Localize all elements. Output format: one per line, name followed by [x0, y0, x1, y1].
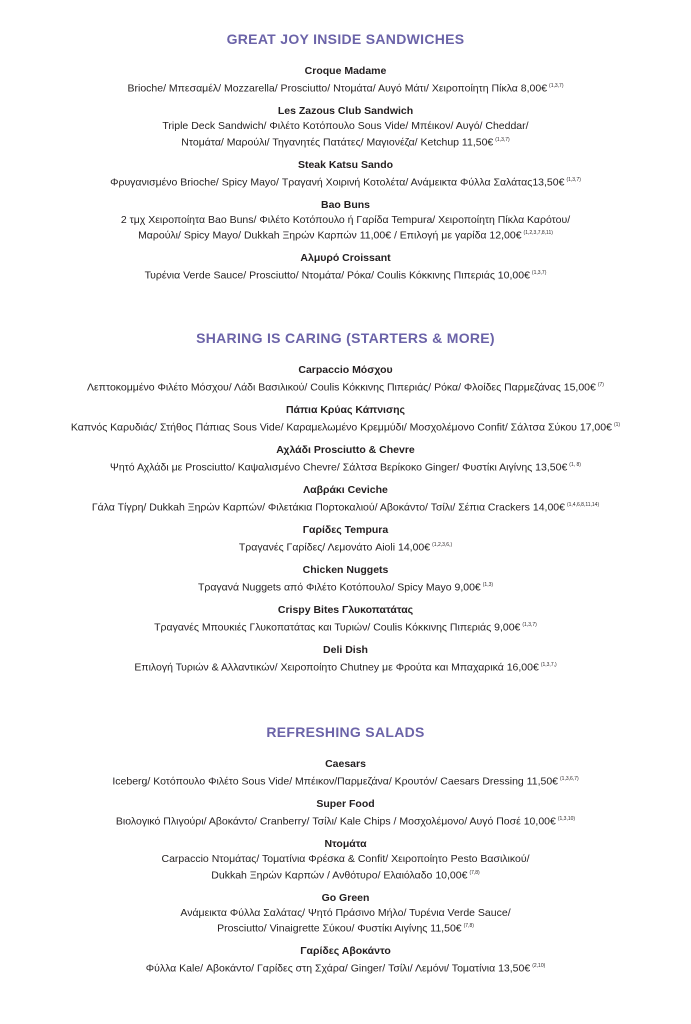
menu-item — [0, 758, 691, 789]
section-starters — [0, 330, 691, 684]
allergen-codes: (7) — [597, 382, 604, 388]
item-name: Crispy Bites Γλυκοπατάτας — [277, 604, 414, 616]
item-name: Ντομάτα — [324, 838, 367, 850]
allergen-codes: (2,10) — [532, 963, 546, 969]
allergen-codes: (1,3) — [482, 582, 494, 588]
item-description: Καπνός Καρυδιάς/ Στήθος Πάπιας Sous Vide/ Καραμελωμένο Κρεμμύδι/ Μοσχολέμονο Confit/ Σάλτσα Σύκου 17,00€ $^{(1)}$ — [70, 421, 621, 434]
item-description: Γάλα Τίγρη/ Dukkah Ξηρών Καρπών/ Φιλετάκια Πορτοκαλιού/ Αβοκάντο/ Τσίλι/ Σέπια Crackers 14,00€ $^{(1,4,6,8,11,14)}$ — [91, 501, 600, 514]
menu-item — [0, 798, 691, 829]
allergen-codes: (7,8) — [463, 923, 474, 929]
item-name: Bao Buns — [320, 198, 370, 211]
item-name: Deli Dish — [323, 644, 368, 656]
item-description: Iceberg/ Κοτόπουλο Φιλέτο Sous Vide/ Μπέικον/Παρμεζάνα/ Κρουτόν/ Caesars Dressing 11,50€ $^{(1,3,6,7)}$ — [112, 775, 579, 788]
menu-item — [0, 892, 691, 937]
allergen-codes: (1, 8) — [569, 462, 581, 468]
allergen-codes: (1,3,7,) — [540, 662, 557, 668]
item-description: Επιλογή Τυριών & Αλλαντικών/ Χειροποίητο Chutney με Φρούτα και Μπαχαρικά 16,00€ $^{(1,3,7,)}$ — [134, 661, 557, 674]
menu-item — [0, 404, 691, 435]
menu-item — [0, 199, 691, 244]
item-name: Γαρίδες Αβοκάντο — [300, 945, 391, 957]
allergen-codes: (1,3,6,7) — [560, 776, 579, 782]
menu-item — [0, 945, 691, 976]
allergen-codes: (7,8) — [469, 869, 480, 876]
item-name: Chicken Nuggets — [302, 564, 389, 576]
section-sandwiches — [0, 31, 691, 292]
menu-item — [0, 604, 691, 635]
menu-item — [0, 644, 691, 675]
item-description: Φύλλα Kale/ Αβοκάντο/ Γαρίδες στη Σχάρα/ Ginger/ Τσίλι/ Λεμόνι/ Τοματίνια 13,50€ $^{(2,10)}$ — [145, 962, 546, 975]
item-description: Carpaccio Ντομάτας/ Τοματίνια Φρέσκα & Confit/ Χειροποίητο Pesto Βασιλικού/ Dukkah Ξηρών Καρπών / Ανθότυρο/ Ελαιόλαδο 10,00€ $^{(7,8)}$ — [161, 853, 530, 881]
menu-item — [0, 838, 691, 883]
allergen-codes: (1,3,7) — [522, 622, 537, 628]
menu-item — [0, 564, 691, 595]
section-title: REFRESHING SALADS — [266, 724, 425, 740]
item-description: Βιολογικό Πλιγούρι/ Αβοκάντο/ Cranberry/ Τσίλι/ Kale Chips / Μοσχολέμονο/ Αυγό Ποσέ 10,00€ $^{(1,3,10)}$ — [115, 815, 576, 828]
allergen-codes: (1,3,7) — [495, 136, 510, 143]
section-salads — [0, 724, 691, 985]
allergen-codes: (1,3,10) — [557, 816, 576, 822]
allergen-codes: (1,3,7) — [531, 270, 547, 276]
item-name: Super Food — [316, 798, 375, 810]
allergen-codes: (1) — [613, 422, 621, 428]
item-description: Λεπτοκομμένο Φιλέτο Μόσχου/ Λάδι Βασιλικού/ Coulis Κόκκινης Πιπεριάς/ Ρόκα/ Φλοίδες Παρμεζάνας 15,00€ $^{(7)}$ — [87, 381, 604, 394]
item-description: Brioche/ Μπεσαμέλ/ Mozzarella/ Prosciutto/ Ντομάτα/ Αυγό Μάτι/ Χειροποίητη Πίκλα 8,00€ $^{(1,3,7)}$ — [127, 82, 564, 95]
item-description: Τραγανά Nuggets από Φιλέτο Κοτόπουλο/ Spicy Mayo 9,00€ $^{(1,3)}$ — [197, 581, 494, 594]
menu-item — [0, 444, 691, 475]
item-name: Les Zazous Club Sandwich — [277, 105, 414, 117]
item-description: Ανάμεικτα Φύλλα Σαλάτας/ Ψητό Πράσινο Μήλο/ Τυρένια Verde Sauce/ Prosciutto/ Vinaigrette Σύκου/ Φυστίκι Αιγίνης 11,50€ $^{(7,8)}$ — [180, 906, 511, 935]
section-title: SHARING IS CARING (STARTERS & MORE) — [196, 330, 495, 346]
item-name: Αλμυρό Croissant — [300, 252, 391, 264]
item-description: Τυρένια Verde Sauce/ Prosciutto/ Ντομάτα/ Ρόκα/ Coulis Κόκκινης Πιπεριάς 10,00€ $^{(1,3,7)}$ — [144, 269, 547, 282]
allergen-codes: (1,2,3,6,) — [432, 542, 453, 548]
allergen-codes: (1,4,6,8,11,14) — [566, 502, 600, 508]
menu-item — [0, 524, 691, 555]
item-description: Τραγανές Γαρίδες/ Λεμονάτο Aioli 14,00€ $^{(1,2,3,6,)}$ — [238, 541, 453, 554]
item-description: Triple Deck Sandwich/ Φιλέτο Κοτόπουλο Sous Vide/ Μπέικον/ Αυγό/ Cheddar/ Ντομάτα/ Μαρούλι/ Τηγανητές Πατάτες/ Μαγιονέζα/ Ketchup 11,50€ $^{(1,3,7)}$ — [162, 120, 529, 148]
item-name: Αχλάδι Prosciutto & Chevre — [276, 444, 415, 456]
item-name: Caesars — [325, 758, 366, 770]
menu-item — [0, 159, 691, 190]
item-name: Go Green — [321, 891, 370, 904]
menu-item — [0, 484, 691, 515]
item-name: Croque Madame — [304, 65, 387, 77]
menu-item — [0, 252, 691, 283]
item-description: Φρυγανισμένο Brioche/ Spicy Mayo/ Τραγανή Χοιρινή Κοτολέτα/ Ανάμεικτα Φύλλα Σαλάτας13,50€ $^{(1,3,7)}$ — [110, 176, 581, 188]
item-description: Τραγανές Μπουκιές Γλυκοπατάτας και Τυριών/ Coulis Κόκκινης Πιπεριάς 9,00€ $^{(1,3,7)}$ — [154, 621, 537, 634]
item-name: Steak Katsu Sando — [297, 158, 394, 171]
item-name: Γαρίδες Tempura — [302, 524, 389, 536]
item-description: 2 τμχ Χειροποίητα Bao Buns/ Φιλέτο Κοτόπουλο ή Γαρίδα Tempura/ Χειροποίητη Πίκλα Καρότου/ Μαρούλι/ Spicy Mayo/ Dukkah Ξηρών Καρπών 11,00€ / Επιλογή με γαρίδα 12,00€ $^{(1,2,3,7,8,11)}$ — [120, 213, 571, 242]
allergen-codes: (1,3,7) — [566, 176, 581, 183]
item-description: Ψητό Αχλάδι με Prosciutto/ Καψαλισμένο Chevre/ Σάλτσα Βερίκοκο Ginger/ Φυστίκι Αιγίνης 13,50€ $^{(1, 8)}$ — [110, 461, 581, 474]
allergen-codes: (1,2,3,7,8,11) — [523, 230, 553, 236]
menu-item — [0, 65, 691, 96]
menu-item — [0, 364, 691, 395]
section-title: GREAT JOY INSIDE SANDWICHES — [226, 31, 465, 47]
item-name: Πάπια Κρύας Κάπνισης — [285, 404, 406, 416]
item-name: Carpaccio Μόσχου — [298, 364, 393, 376]
allergen-codes: (1,3,7) — [549, 83, 564, 89]
menu-item — [0, 105, 691, 150]
item-name: Λαβράκι Ceviche — [303, 484, 388, 496]
